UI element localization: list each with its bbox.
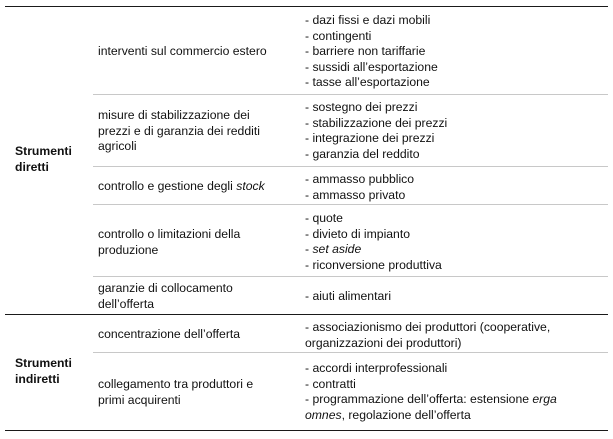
group-divider xyxy=(5,314,608,315)
list-item: - ammasso pubblico xyxy=(305,172,415,186)
list-item: - dazi fissi e dazi mobili xyxy=(305,13,431,27)
list-item: - sussidi all’esportazione xyxy=(305,59,438,74)
row-label-stock xyxy=(98,179,288,195)
row-label-stabilizzazione xyxy=(98,108,288,155)
list-item-prefix: - xyxy=(305,242,313,257)
list-item-italic: set aside xyxy=(312,242,362,257)
list-item: - aiuti alimentari xyxy=(305,289,392,303)
row-label-line: concentrazione dell’offerta xyxy=(98,327,241,341)
list-item-italic: omnes xyxy=(305,407,342,422)
list-item: - contratti xyxy=(305,376,356,391)
group-label-line: indiretti xyxy=(15,371,60,386)
row-label-line: primi acquirenti xyxy=(98,392,181,407)
list-item: - accordi interprofessionali xyxy=(305,361,448,375)
list-item: - stabilizzazione dei prezzi xyxy=(305,115,448,130)
row-divider xyxy=(93,204,608,205)
row-label-collegamento xyxy=(98,377,288,408)
list-item: - contingenti xyxy=(305,28,372,43)
group-label-line: Strumenti xyxy=(15,144,72,158)
row-label-line: produzione xyxy=(98,242,159,257)
row-items-commercio-estero xyxy=(305,13,601,91)
list-item xyxy=(305,242,601,258)
list-item xyxy=(305,408,601,424)
row-items-stabilizzazione xyxy=(305,100,601,162)
list-item-prefix: - programmazione dell’offerta: estensione xyxy=(305,392,533,407)
row-divider xyxy=(93,276,608,277)
row-label-collocamento xyxy=(98,281,288,312)
list-item: - tasse all’esportazione xyxy=(305,75,430,90)
row-items-produzione xyxy=(305,211,601,273)
group-label-indiretti xyxy=(15,356,85,387)
row-label-concentrazione xyxy=(98,327,288,343)
row-label-line: controllo o limitazioni della xyxy=(98,227,241,241)
group-label-line: diretti xyxy=(15,159,49,174)
list-item xyxy=(305,392,601,408)
row-items-collocamento xyxy=(305,289,601,305)
list-item: - integrazione dei prezzi xyxy=(305,131,435,146)
row-label-line: prezzi e di garanzia dei redditi xyxy=(98,123,260,138)
row-items-concentrazione xyxy=(305,320,601,351)
row-label-commercio-estero xyxy=(98,44,288,60)
list-item: - quote xyxy=(305,211,343,225)
row-label-line: collegamento tra produttori e xyxy=(98,377,254,391)
row-label-line: agricoli xyxy=(98,139,137,154)
list-item: - associazionismo dei produttori (cooperative, xyxy=(305,320,551,334)
row-divider xyxy=(93,94,608,95)
list-item: - barriere non tariffarie xyxy=(305,44,426,59)
row-label-line: dell’offerta xyxy=(98,296,155,311)
row-label-line: misure di stabilizzazione dei xyxy=(98,108,250,122)
group-label-line: Strumenti xyxy=(15,356,72,370)
list-item-italic: erga xyxy=(532,392,557,407)
row-label-line: garanzie di collocamento xyxy=(98,281,233,295)
list-item: organizzazioni dei produttori) xyxy=(305,335,462,350)
list-item: - sostegno dei prezzi xyxy=(305,100,418,114)
instruments-table xyxy=(5,6,608,431)
group-label-diretti xyxy=(15,144,85,175)
list-item: - ammasso privato xyxy=(305,187,406,202)
row-label-italic: stock xyxy=(236,179,265,193)
list-item-suffix: , regolazione dell’offerta xyxy=(341,407,471,422)
row-items-stock xyxy=(305,172,601,203)
row-items-collegamento xyxy=(305,361,601,423)
list-item: - divieto di impianto xyxy=(305,226,410,241)
list-item: - garanzia del reddito xyxy=(305,146,420,161)
row-divider xyxy=(93,352,608,353)
row-label-text: controllo e gestione degli xyxy=(98,179,237,193)
row-label-line: interventi sul commercio estero xyxy=(98,44,267,58)
row-label-produzione xyxy=(98,227,288,258)
list-item: - riconversione produttiva xyxy=(305,257,442,272)
row-divider xyxy=(93,166,608,167)
